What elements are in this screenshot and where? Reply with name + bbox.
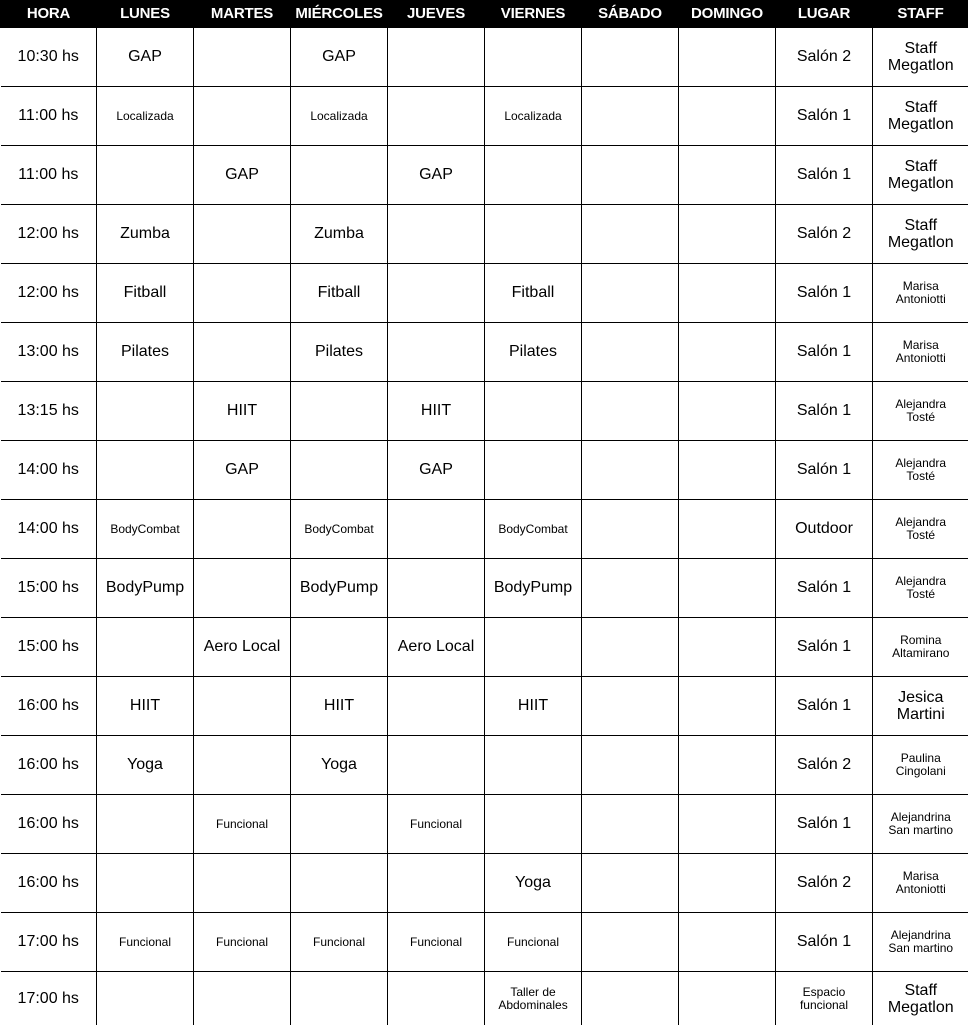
class-cell-miércoles: [291, 854, 388, 913]
schedule-row: [1, 736, 968, 795]
staff-cell: Jesica Martini: [873, 677, 968, 736]
staff-cell: Alejandra Tosté: [873, 382, 968, 441]
class-cell-martes: Funcional: [194, 795, 291, 854]
class-cell-sábado: [582, 677, 679, 736]
class-cell-domingo: [679, 972, 776, 1026]
location-cell: Salón 2: [776, 736, 873, 795]
class-cell-domingo: [679, 913, 776, 972]
class-cell-jueves: [388, 28, 485, 87]
class-cell-viernes: Fitball: [485, 264, 582, 323]
staff-cell: Alejandra Tosté: [873, 441, 968, 500]
location-cell: Salón 1: [776, 559, 873, 618]
staff-cell: Staff Megatlon: [873, 972, 968, 1026]
class-cell-sábado: [582, 441, 679, 500]
class-cell-martes: [194, 500, 291, 559]
class-cell-viernes: BodyPump: [485, 559, 582, 618]
class-cell-sábado: [582, 736, 679, 795]
schedule-row: [1, 28, 968, 87]
class-cell-martes: [194, 677, 291, 736]
class-cell-sábado: [582, 323, 679, 382]
class-cell-domingo: [679, 559, 776, 618]
schedule-row: [1, 618, 968, 677]
class-cell-miércoles: BodyCombat: [291, 500, 388, 559]
hour-cell: 16:00 hs: [1, 854, 97, 913]
schedule-row: [1, 146, 968, 205]
column-header-8: LUGAR: [776, 0, 873, 28]
hour-cell: 17:00 hs: [1, 913, 97, 972]
class-cell-lunes: [97, 441, 194, 500]
class-cell-domingo: [679, 146, 776, 205]
staff-cell: Alejandrina San martino: [873, 913, 968, 972]
schedule-row: [1, 205, 968, 264]
class-cell-viernes: Localizada: [485, 87, 582, 146]
class-cell-martes: [194, 323, 291, 382]
column-header-1: LUNES: [97, 0, 194, 28]
staff-cell: Alejandra Tosté: [873, 500, 968, 559]
class-cell-domingo: [679, 795, 776, 854]
class-cell-martes: [194, 264, 291, 323]
class-cell-martes: [194, 559, 291, 618]
class-cell-martes: [194, 87, 291, 146]
class-cell-miércoles: Yoga: [291, 736, 388, 795]
class-cell-domingo: [679, 87, 776, 146]
class-cell-domingo: [679, 500, 776, 559]
hour-cell: 15:00 hs: [1, 559, 97, 618]
class-cell-jueves: [388, 323, 485, 382]
class-cell-lunes: HIIT: [97, 677, 194, 736]
hour-cell: 10:30 hs: [1, 28, 97, 87]
class-cell-viernes: Pilates: [485, 323, 582, 382]
class-cell-viernes: [485, 205, 582, 264]
class-cell-jueves: [388, 500, 485, 559]
class-cell-miércoles: Funcional: [291, 913, 388, 972]
class-cell-jueves: [388, 677, 485, 736]
hour-cell: 17:00 hs: [1, 972, 97, 1026]
schedule-row: [1, 323, 968, 382]
hour-cell: 16:00 hs: [1, 677, 97, 736]
class-cell-lunes: Localizada: [97, 87, 194, 146]
class-cell-sábado: [582, 28, 679, 87]
staff-cell: Staff Megatlon: [873, 87, 968, 146]
class-cell-sábado: [582, 972, 679, 1026]
class-cell-sábado: [582, 264, 679, 323]
column-header-6: SÁBADO: [582, 0, 679, 28]
hour-cell: 15:00 hs: [1, 618, 97, 677]
class-cell-sábado: [582, 854, 679, 913]
class-cell-miércoles: [291, 618, 388, 677]
class-cell-lunes: Yoga: [97, 736, 194, 795]
class-cell-martes: Aero Local: [194, 618, 291, 677]
class-cell-lunes: Zumba: [97, 205, 194, 264]
class-cell-lunes: [97, 854, 194, 913]
class-cell-lunes: [97, 382, 194, 441]
location-cell: Salón 2: [776, 854, 873, 913]
class-cell-domingo: [679, 441, 776, 500]
class-cell-sábado: [582, 87, 679, 146]
class-cell-miércoles: Zumba: [291, 205, 388, 264]
class-cell-miércoles: Fitball: [291, 264, 388, 323]
schedule-row: [1, 264, 968, 323]
class-cell-jueves: GAP: [388, 441, 485, 500]
class-cell-jueves: [388, 854, 485, 913]
class-cell-miércoles: BodyPump: [291, 559, 388, 618]
class-cell-viernes: [485, 736, 582, 795]
location-cell: Salón 1: [776, 913, 873, 972]
class-cell-miércoles: Pilates: [291, 323, 388, 382]
class-cell-sábado: [582, 559, 679, 618]
class-cell-viernes: [485, 441, 582, 500]
location-cell: Salón 2: [776, 28, 873, 87]
location-cell: Outdoor: [776, 500, 873, 559]
class-cell-viernes: Funcional: [485, 913, 582, 972]
schedule-row: [1, 972, 968, 1026]
column-header-0: HORA: [1, 0, 97, 28]
location-cell: Salón 1: [776, 146, 873, 205]
class-cell-jueves: Funcional: [388, 795, 485, 854]
staff-cell: Marisa Antoniotti: [873, 854, 968, 913]
class-cell-jueves: [388, 972, 485, 1026]
hour-cell: 14:00 hs: [1, 500, 97, 559]
class-cell-jueves: [388, 736, 485, 795]
hour-cell: 14:00 hs: [1, 441, 97, 500]
class-cell-martes: HIIT: [194, 382, 291, 441]
class-cell-viernes: [485, 28, 582, 87]
class-cell-miércoles: [291, 382, 388, 441]
hour-cell: 12:00 hs: [1, 264, 97, 323]
class-cell-lunes: [97, 795, 194, 854]
schedule-body: [1, 28, 968, 1026]
class-cell-lunes: BodyPump: [97, 559, 194, 618]
location-cell: Salón 1: [776, 382, 873, 441]
schedule-row: [1, 500, 968, 559]
schedule-row: [1, 559, 968, 618]
location-cell: Salón 1: [776, 264, 873, 323]
class-cell-martes: [194, 736, 291, 795]
class-cell-sábado: [582, 795, 679, 854]
class-cell-sábado: [582, 146, 679, 205]
hour-cell: 11:00 hs: [1, 87, 97, 146]
class-cell-lunes: Pilates: [97, 323, 194, 382]
class-cell-domingo: [679, 854, 776, 913]
column-header-5: VIERNES: [485, 0, 582, 28]
hour-cell: 16:00 hs: [1, 736, 97, 795]
staff-cell: Marisa Antoniotti: [873, 323, 968, 382]
class-cell-domingo: [679, 205, 776, 264]
location-cell: Salón 1: [776, 618, 873, 677]
class-cell-viernes: [485, 146, 582, 205]
class-cell-martes: [194, 972, 291, 1026]
class-cell-martes: [194, 28, 291, 87]
column-header-3: MIÉRCOLES: [291, 0, 388, 28]
class-cell-jueves: HIIT: [388, 382, 485, 441]
class-cell-jueves: Funcional: [388, 913, 485, 972]
class-cell-martes: GAP: [194, 441, 291, 500]
class-cell-jueves: GAP: [388, 146, 485, 205]
class-cell-jueves: [388, 205, 485, 264]
hour-cell: 13:15 hs: [1, 382, 97, 441]
class-cell-miércoles: GAP: [291, 28, 388, 87]
staff-cell: Romina Altamirano: [873, 618, 968, 677]
class-cell-sábado: [582, 205, 679, 264]
schedule-row: [1, 795, 968, 854]
class-cell-sábado: [582, 618, 679, 677]
hour-cell: 12:00 hs: [1, 205, 97, 264]
class-cell-domingo: [679, 618, 776, 677]
staff-cell: Staff Megatlon: [873, 28, 968, 87]
class-cell-martes: GAP: [194, 146, 291, 205]
class-cell-martes: [194, 205, 291, 264]
staff-cell: Marisa Antoniotti: [873, 264, 968, 323]
class-cell-sábado: [582, 913, 679, 972]
class-cell-jueves: [388, 264, 485, 323]
hour-cell: 16:00 hs: [1, 795, 97, 854]
class-cell-miércoles: [291, 972, 388, 1026]
staff-cell: Staff Megatlon: [873, 146, 968, 205]
class-cell-lunes: GAP: [97, 28, 194, 87]
class-cell-sábado: [582, 382, 679, 441]
staff-cell: Alejandrina San martino: [873, 795, 968, 854]
schedule-row: [1, 87, 968, 146]
schedule-row: [1, 441, 968, 500]
location-cell: Salón 1: [776, 87, 873, 146]
schedule-row: [1, 382, 968, 441]
location-cell: Salón 1: [776, 441, 873, 500]
column-header-7: DOMINGO: [679, 0, 776, 28]
class-cell-domingo: [679, 264, 776, 323]
schedule-row: [1, 854, 968, 913]
class-cell-domingo: [679, 736, 776, 795]
class-cell-viernes: [485, 382, 582, 441]
class-cell-viernes: HIIT: [485, 677, 582, 736]
column-header-9: STAFF: [873, 0, 968, 28]
header-row: [1, 0, 968, 28]
hour-cell: 13:00 hs: [1, 323, 97, 382]
staff-cell: Staff Megatlon: [873, 205, 968, 264]
class-cell-miércoles: [291, 441, 388, 500]
class-cell-lunes: [97, 146, 194, 205]
class-cell-jueves: [388, 87, 485, 146]
class-cell-domingo: [679, 382, 776, 441]
class-cell-miércoles: [291, 795, 388, 854]
class-cell-domingo: [679, 323, 776, 382]
schedule-row: [1, 913, 968, 972]
class-cell-martes: [194, 854, 291, 913]
class-cell-jueves: Aero Local: [388, 618, 485, 677]
column-header-2: MARTES: [194, 0, 291, 28]
class-cell-viernes: Taller de Abdominales: [485, 972, 582, 1026]
class-cell-jueves: [388, 559, 485, 618]
staff-cell: Paulina Cingolani: [873, 736, 968, 795]
class-cell-sábado: [582, 500, 679, 559]
class-cell-miércoles: [291, 146, 388, 205]
class-cell-miércoles: Localizada: [291, 87, 388, 146]
class-cell-miércoles: HIIT: [291, 677, 388, 736]
class-cell-viernes: [485, 618, 582, 677]
schedule-row: [1, 677, 968, 736]
class-cell-domingo: [679, 28, 776, 87]
hour-cell: 11:00 hs: [1, 146, 97, 205]
class-cell-viernes: Yoga: [485, 854, 582, 913]
class-cell-lunes: Funcional: [97, 913, 194, 972]
class-cell-viernes: [485, 795, 582, 854]
location-cell: Salón 1: [776, 677, 873, 736]
location-cell: Salón 1: [776, 795, 873, 854]
location-cell: Espacio funcional: [776, 972, 873, 1026]
location-cell: Salón 1: [776, 323, 873, 382]
class-cell-lunes: BodyCombat: [97, 500, 194, 559]
class-cell-lunes: [97, 618, 194, 677]
class-cell-martes: Funcional: [194, 913, 291, 972]
column-header-4: JUEVES: [388, 0, 485, 28]
class-cell-lunes: [97, 972, 194, 1026]
class-cell-lunes: Fitball: [97, 264, 194, 323]
location-cell: Salón 2: [776, 205, 873, 264]
class-cell-domingo: [679, 677, 776, 736]
class-cell-viernes: BodyCombat: [485, 500, 582, 559]
staff-cell: Alejandra Tosté: [873, 559, 968, 618]
